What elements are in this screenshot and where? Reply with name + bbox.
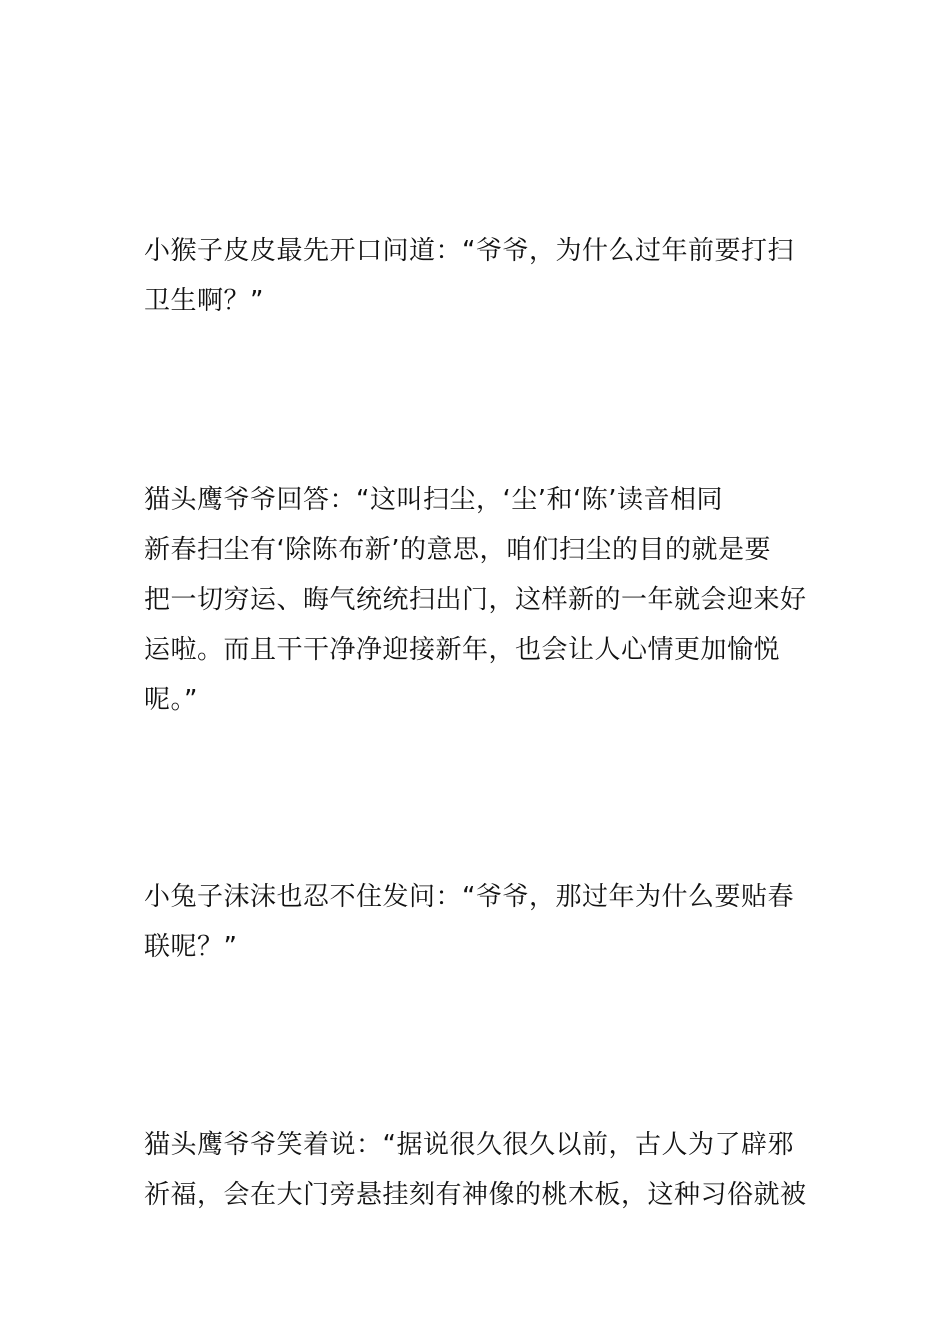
text-line: 小兔子沫沫也忍不住发问：“爷爷，那过年为什么要贴春 — [144, 882, 794, 912]
text-line: 运啦。而且干干净净迎接新年，也会让人心情更加愉悦 — [144, 635, 781, 665]
text-line: 小猴子皮皮最先开口问道：“爷爷，为什么过年前要打扫 — [144, 236, 794, 266]
text-line: 新春扫尘有‘除陈布新’的意思，咱们扫尘的目的就是要 — [144, 535, 772, 565]
text-line: 联呢？” — [144, 932, 238, 962]
paragraph-owl-answer-sweeping — [144, 475, 812, 725]
text-line: 祈福，会在大门旁悬挂刻有神像的桃木板，这种习俗就被 — [144, 1180, 807, 1210]
paragraph-monkey-question — [144, 226, 812, 326]
text-line: 呢。” — [144, 685, 198, 715]
paragraph-owl-answer-couplets — [144, 1120, 812, 1220]
text-line: 猫头鹰爷爷回答：“这叫扫尘，‘尘’和‘陈’读音相同 — [144, 485, 724, 515]
text-line: 猫头鹰爷爷笑着说：“据说很久很久以前，古人为了辟邪 — [144, 1130, 794, 1160]
text-line: 把一切穷运、晦气统统扫出门，这样新的一年就会迎来好 — [144, 585, 807, 615]
text-line: 卫生啊？” — [144, 286, 264, 316]
paragraph-rabbit-question — [144, 872, 812, 972]
